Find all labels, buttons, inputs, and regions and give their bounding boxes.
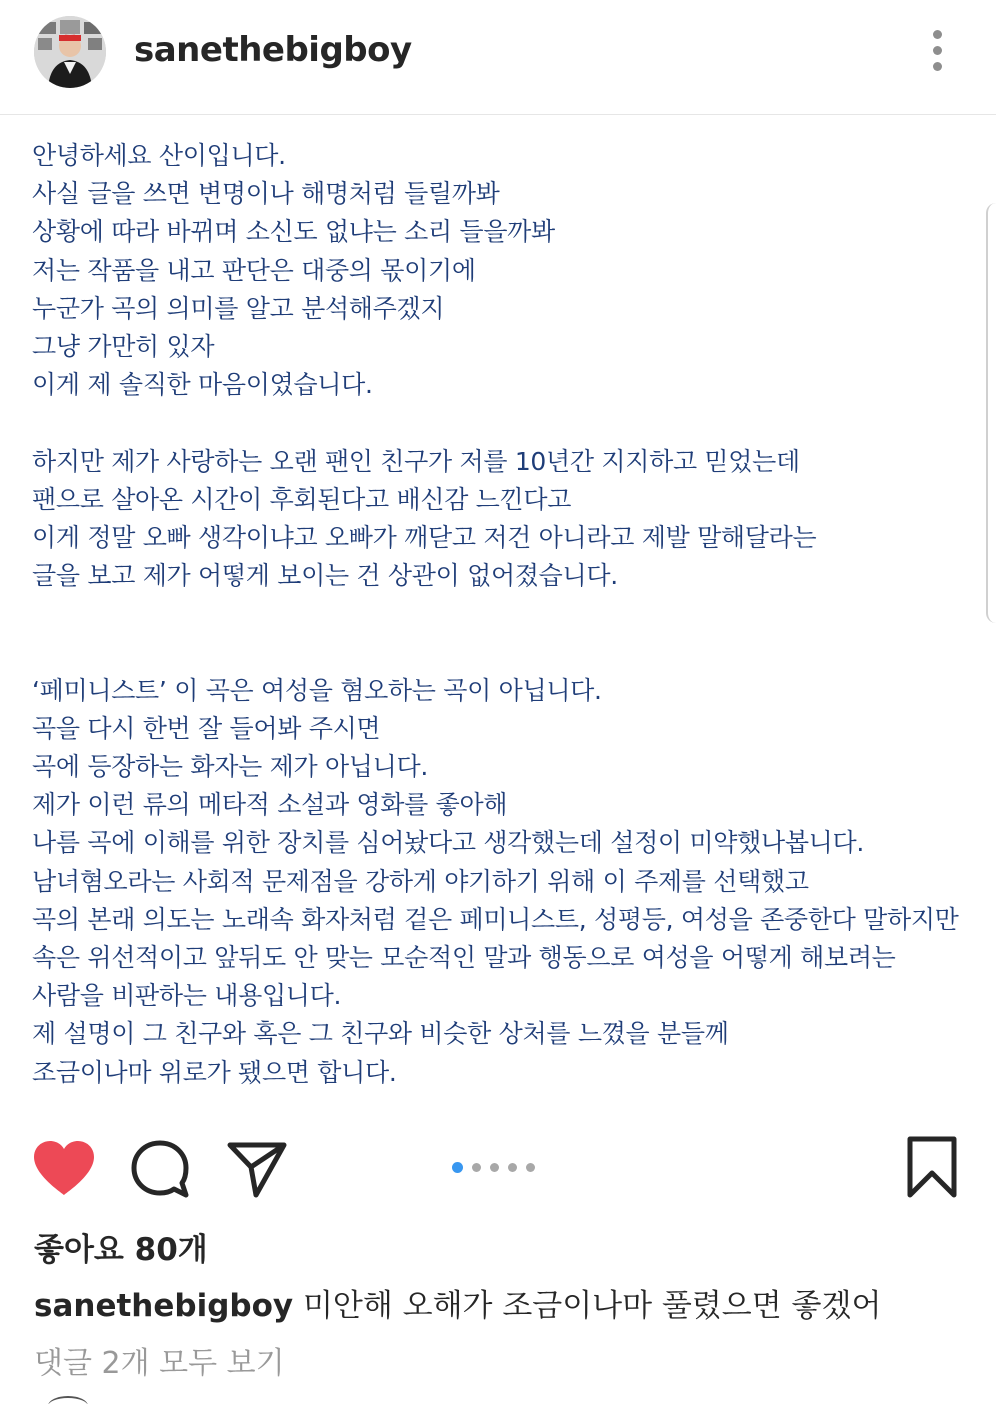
post-line: ‘페미니스트’ 이 곡은 여성을 혐오하는 곡이 아닙니다. [32, 675, 602, 705]
carousel-indicator [452, 1160, 544, 1174]
action-bar [0, 1115, 996, 1215]
caption-text: 미안해 오해가 조금이나마 풀렸으면 좋겠어 [293, 1288, 882, 1324]
post-line: 상황에 따라 바뀌며 소신도 없냐는 소리 들을까봐 [32, 217, 555, 247]
share-icon[interactable] [226, 1137, 288, 1199]
post-line: 사실 글을 쓰면 변명이나 해명처럼 들릴까봐 [32, 179, 500, 209]
post-line: 그냥 가만히 있자 [32, 331, 215, 361]
post-line: 곡에 등장하는 화자는 제가 아닙니다. [32, 752, 428, 781]
post-line: 나름 곡에 이해를 위한 장치를 심어놨다고 생각했는데 설정이 미약했나봅니다. [32, 828, 865, 858]
likes-count[interactable]: 좋아요 80개 [34, 1232, 208, 1268]
post-image [0, 115, 996, 1115]
next-avatar-edge [48, 1396, 88, 1404]
carousel-dot [526, 1163, 535, 1172]
caption-username[interactable]: sanethebigboy [34, 1288, 294, 1324]
post-header [0, 0, 996, 115]
post-line [32, 595, 982, 633]
carousel-dot-active [452, 1162, 463, 1173]
header-username[interactable]: sanethebigboy [134, 30, 412, 70]
post-line: 글을 보고 제가 어떻게 보이는 건 상관이 없어졌습니다. [32, 561, 618, 591]
post-line: 누군가 곡의 의미를 알고 분석해주겠지 [32, 293, 445, 323]
post-line: 속은 위선적이고 앞뒤도 안 맞는 모순적인 말과 행동으로 여성을 어떻게 해보려는 [32, 942, 896, 972]
comment-icon[interactable] [128, 1137, 192, 1201]
bookmark-icon[interactable] [904, 1135, 960, 1199]
carousel-dot [490, 1163, 499, 1172]
post-line: 이게 정말 오빠 생각이냐고 오빠가 깨닫고 저건 아니라고 제발 말해달라는 [32, 522, 817, 552]
post-line: 조금이나마 위로가 됐으면 합니다. [32, 1057, 397, 1087]
more-vertical-icon[interactable] [922, 30, 952, 74]
post-line: 제 설명이 그 친구와 혹은 그 친구와 비슷한 상처를 느꼈을 분들께 [32, 1019, 729, 1049]
avatar[interactable] [34, 16, 106, 88]
post-line: 제가 이런 류의 메타적 소설과 영화를 좋아해 [32, 790, 508, 820]
post-line: 팬으로 살아온 시간이 후회된다고 배신감 느낀다고 [32, 484, 572, 514]
post-line [32, 404, 982, 442]
post-line: 안녕하세요 산이입니다. [32, 141, 286, 170]
heart-icon[interactable] [32, 1139, 96, 1197]
carousel-dot [472, 1163, 481, 1172]
view-all-comments-link[interactable]: 댓글 2개 모두 보기 [34, 1346, 285, 1381]
post-line: 사람을 비판하는 내용입니다. [32, 981, 342, 1011]
post-line: 저는 작품을 내고 판단은 대중의 몫이기에 [32, 255, 476, 285]
post-line: 곡의 본래 의도는 노래속 화자처럼 겉은 페미니스트, 성평등, 여성을 존중한다 말하지만 [32, 904, 959, 934]
scroll-edge [986, 203, 996, 623]
avatar-image [34, 16, 106, 88]
post-line: 곡을 다시 한번 잘 들어봐 주시면 [32, 713, 381, 743]
post-line [32, 633, 982, 671]
carousel-dot [508, 1163, 517, 1172]
post-text-block [32, 137, 982, 1092]
post-line: 이게 제 솔직한 마음이였습니다. [32, 370, 373, 400]
post-line: 하지만 제가 사랑하는 오랜 팬인 친구가 저를 10년간 지지하고 믿었는데 [32, 446, 800, 476]
caption [34, 1280, 881, 1325]
post-line: 남녀혐오라는 사회적 문제점을 강하게 야기하기 위해 이 주제를 선택했고 [32, 866, 809, 896]
